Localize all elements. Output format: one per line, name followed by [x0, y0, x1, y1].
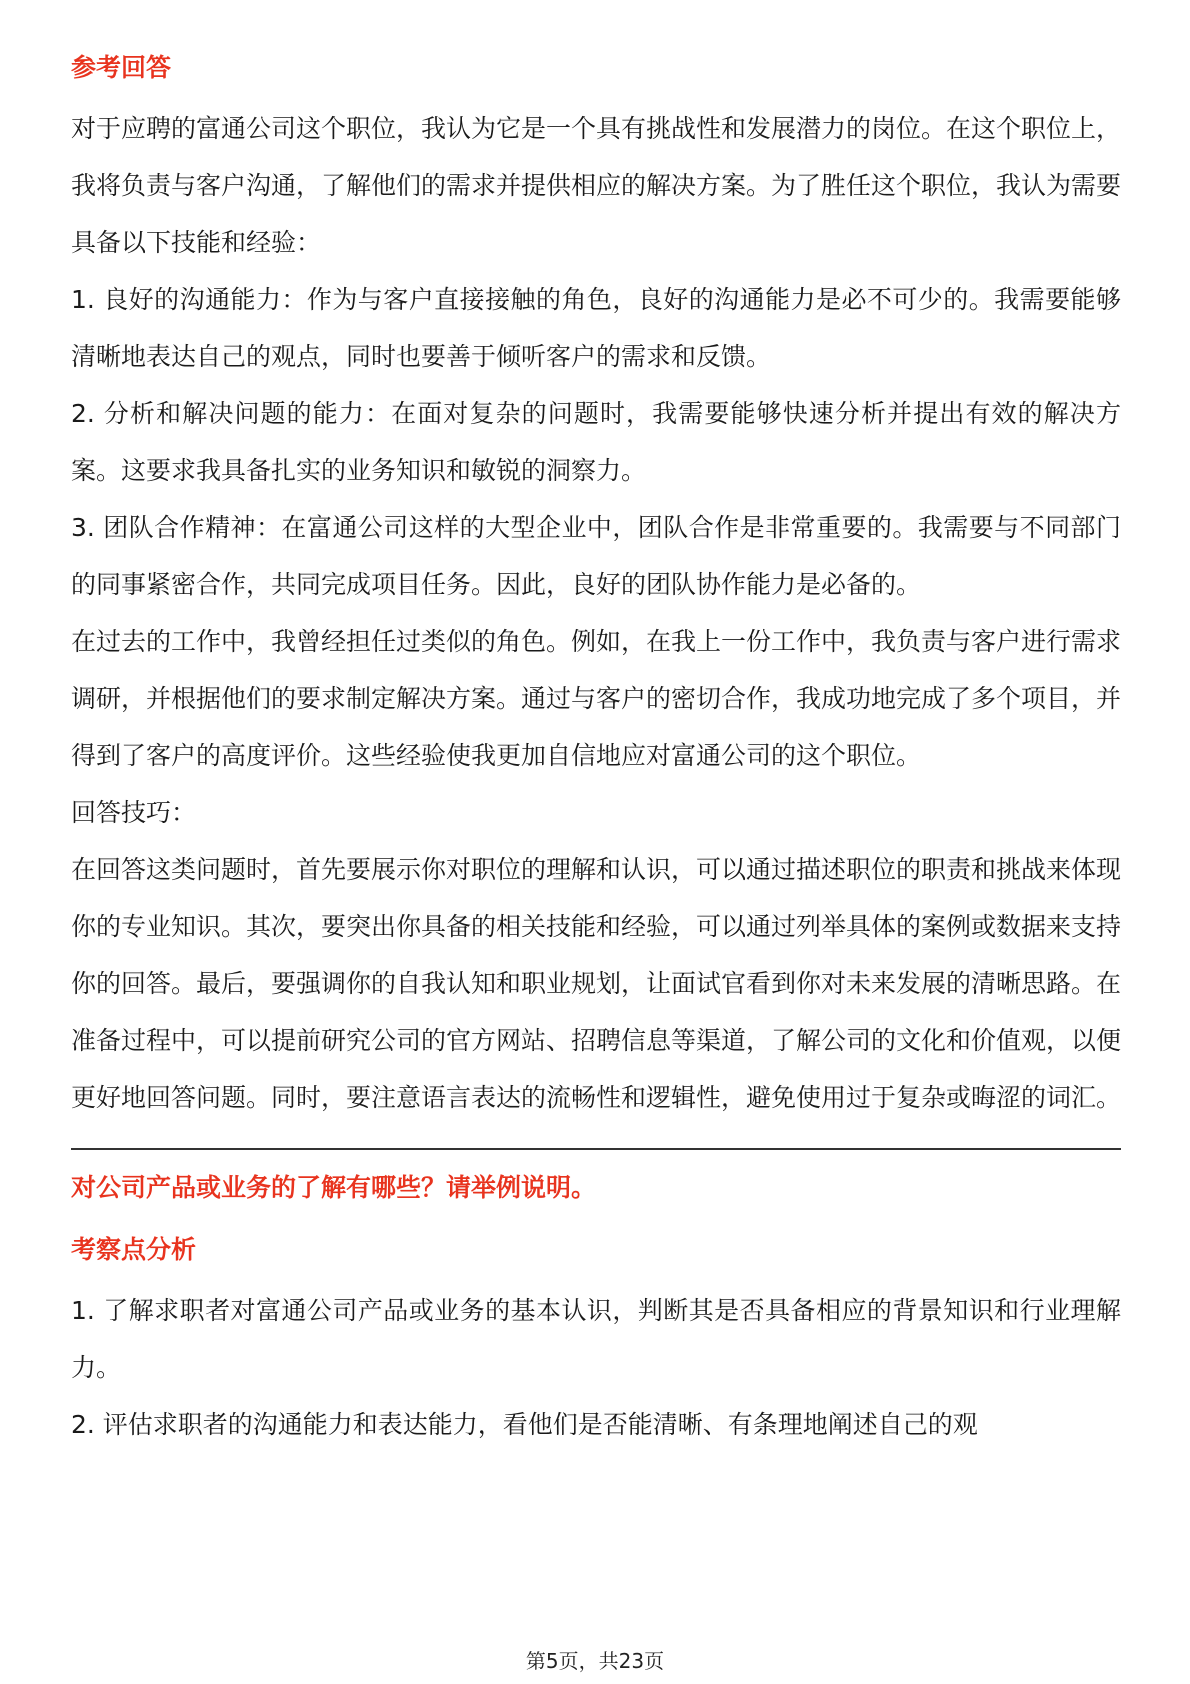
paragraph-tips-label: 回答技巧：: [71, 798, 197, 827]
paragraph-analysis-1: 1. 了解求职者对富通公司产品或业务的基本认识，判断其是否具备相应的背景知识和行业理解力。: [71, 1296, 1121, 1382]
paragraph-experience: 在过去的工作中，我曾经担任过类似的角色。例如，在我上一份工作中，我负责与客户进行需求调研，并根据他们的要求制定解决方案。通过与客户的密切合作，我成功地完成了多个项目，并得到了客户的高度评价。这些经验使我更加自信地应对富通公司的这个职位。: [71, 627, 1122, 770]
section-heading-reference-answer: 参考回答: [71, 53, 172, 82]
paragraph-point-2: 2. 分析和解决问题的能力：在面对复杂的问题时，我需要能够快速分析并提出有效的解决方案。这要求我具备扎实的业务知识和敏锐的洞察力。: [71, 399, 1121, 485]
section-heading-analysis: 考察点分析: [71, 1235, 197, 1264]
page-footer: 第5页，共23页: [525, 1649, 665, 1673]
paragraph-point-3: 3. 团队合作精神：在富通公司这样的大型企业中，团队合作是非常重要的。我需要与不同部门的同事紧密合作，共同完成项目任务。因此，良好的团队协作能力是必备的。: [71, 513, 1121, 599]
paragraph-tips: 在回答这类问题时，首先要展示你对职位的理解和认识，可以通过描述职位的职责和挑战来体现你的专业知识。其次，要突出你具备的相关技能和经验，可以通过列举具体的案例或数据来支持你的回答。最后，要强调你的自我认知和职业规划，让面试官看到你对未来发展的清晰思路。在准备过程中，可以提前研究公司的官方网站、招聘信息等渠道，了解公司的文化和价值观，以便更好地回答问题。同时，要注意语言表达的流畅性和逻辑性，避免使用过于复杂或晦涩的词汇。: [71, 855, 1122, 1112]
question-title: 对公司产品或业务的了解有哪些？请举例说明。: [71, 1173, 597, 1202]
paragraph-analysis-2: 2. 评估求职者的沟通能力和表达能力，看他们是否能清晰、有条理地阐述自己的观: [71, 1410, 978, 1439]
paragraph-point-1: 1. 良好的沟通能力：作为与客户直接接触的角色，良好的沟通能力是必不可少的。我需要能够清晰地表达自己的观点，同时也要善于倾听客户的需求和反馈。: [71, 285, 1121, 371]
document-page: [71, 46, 1121, 1453]
section-divider: [71, 1148, 1121, 1150]
paragraph-intro: 对于应聘的富通公司这个职位，我认为它是一个具有挑战性和发展潜力的岗位。在这个职位上，我将负责与客户沟通，了解他们的需求并提供相应的解决方案。为了胜任这个职位，我认为需要具备以下技能和经验：: [71, 114, 1122, 257]
